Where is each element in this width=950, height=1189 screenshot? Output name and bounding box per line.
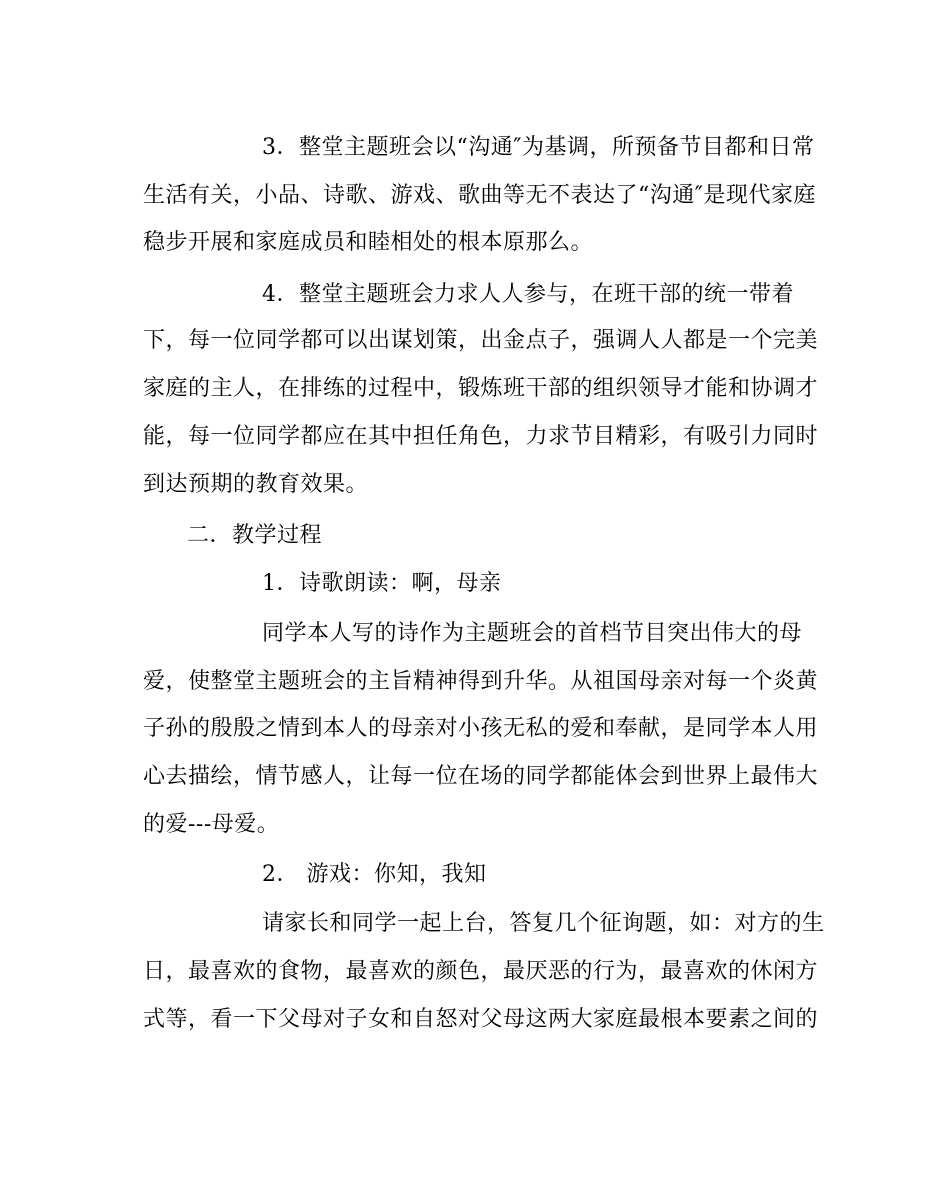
text-line: 的爱---母爱。 [143, 812, 280, 837]
text-line: 式等，看一下父母对子女和自怒对父母这两大家庭最根本要素之间的 [143, 1007, 819, 1032]
text-line: 家庭的主人，在排练的过程中，锻炼班干部的组织领导才能和协调才 [143, 376, 819, 401]
text-line: 请家长和同学一起上台，答复几个征询题，如：对方的生 [262, 911, 825, 936]
text-line: 3．整堂主题班会以“沟通″为基调，所预备节目都和日常 [262, 135, 815, 160]
section-heading: 二．教学过程 [187, 523, 323, 548]
text-line: 下，每一位同学都可以出谋划策，出金点子，强调人人都是一个完美 [143, 328, 819, 353]
item-2-title: 2． 游戏：你知，我知 [262, 862, 487, 887]
text-line: 能，每一位同学都应在其中担任角色，力求节目精彩，有吸引力同时 [143, 424, 819, 449]
text-line: 心去描绘，情节感人，让每一位在场的同学都能体会到世界上最伟大 [143, 764, 819, 789]
text-line: 生活有关，小品、诗歌、游戏、歌曲等无不表达了“沟通″是现代家庭 [143, 183, 816, 208]
text-line: 稳步开展和家庭成员和睦相处的根本原那么。 [143, 230, 594, 255]
text-line: 日，最喜欢的食物，最喜欢的颜色，最厌恶的行为，最喜欢的休闲方 [143, 959, 819, 984]
text-line: 同学本人写的诗作为主题班会的首档节目突出伟大的母 [262, 621, 803, 646]
item-1-title: 1．诗歌朗读：啊，母亲 [262, 571, 502, 596]
text-line: 4．整堂主题班会力求人人参与，在班干部的统一带着 [262, 282, 794, 307]
text-line: 到达预期的教育效果。 [143, 472, 369, 497]
text-line: 子孙的殷殷之情到本人的母亲对小孩无私的爱和奉献，是同学本人用 [143, 716, 819, 741]
text-line: 爱，使整堂主题班会的主旨精神得到升华。从祖国母亲对每一个炎黄 [143, 669, 819, 694]
